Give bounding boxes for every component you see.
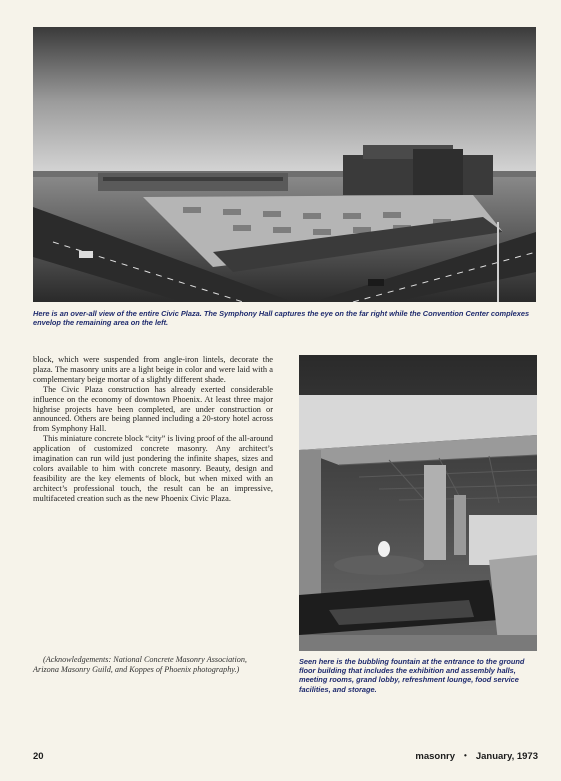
fountain-entrance-photo — [299, 355, 537, 651]
issue-date: January, 1973 — [475, 751, 538, 762]
page-footer — [33, 751, 538, 765]
aerial-photo-illustration — [33, 27, 536, 302]
fountain-photo-caption: Seen here is the bubbling fountain at the entrance to the ground floor building that includes the exhibition and assembly halls, meeting rooms, grand lobby, refreshment lounge, food service facilities, and storage. — [299, 657, 525, 694]
fountain-photo-illustration — [299, 355, 537, 651]
body-paragraph: This miniature concrete block “city” is living proof of the all-around application of customized concrete masonry. Any architect’s imagination can run wild just pondering the infinite shapes, sizes and colors available to him with concrete masonry. Beauty, design and feasibility are the key elements of block, but when mixed with an architect’s professional touch, the result can be an impressive, multifaceted creation such as the new Phoenix Civic Plaza. — [33, 434, 273, 503]
footer-publication-info — [415, 751, 538, 762]
body-paragraph: block, which were suspended from angle-iron lintels, decorate the plaza. The masonry units are a light beige in color and were laid with a complementary beige mortar of a slightly different shade. — [33, 355, 273, 384]
bullet-separator: • — [464, 751, 467, 760]
acknowledgements: (Acknowledgements: National Concrete Masonry Association, Arizona Masonry Guild, and Koppes of Phoenix photography.) — [33, 655, 247, 674]
civic-plaza-aerial-photo — [33, 27, 536, 302]
article-body — [33, 355, 273, 504]
publication-name: masonry — [415, 751, 456, 762]
body-paragraph: The Civic Plaza construction has already exerted considerable influence on the economy of downtown Phoenix. At least three major highrise projects have been completed, are under construction or announced. Others are being planned including a 20-story hotel across from Symphony Hall. — [33, 384, 273, 434]
page-number: 20 — [33, 751, 44, 762]
top-photo-caption: Here is an over-all view of the entire Civic Plaza. The Symphony Hall captures the eye on the far right while the Convention Center complexes envelop the remaining area on the left. — [33, 309, 530, 328]
